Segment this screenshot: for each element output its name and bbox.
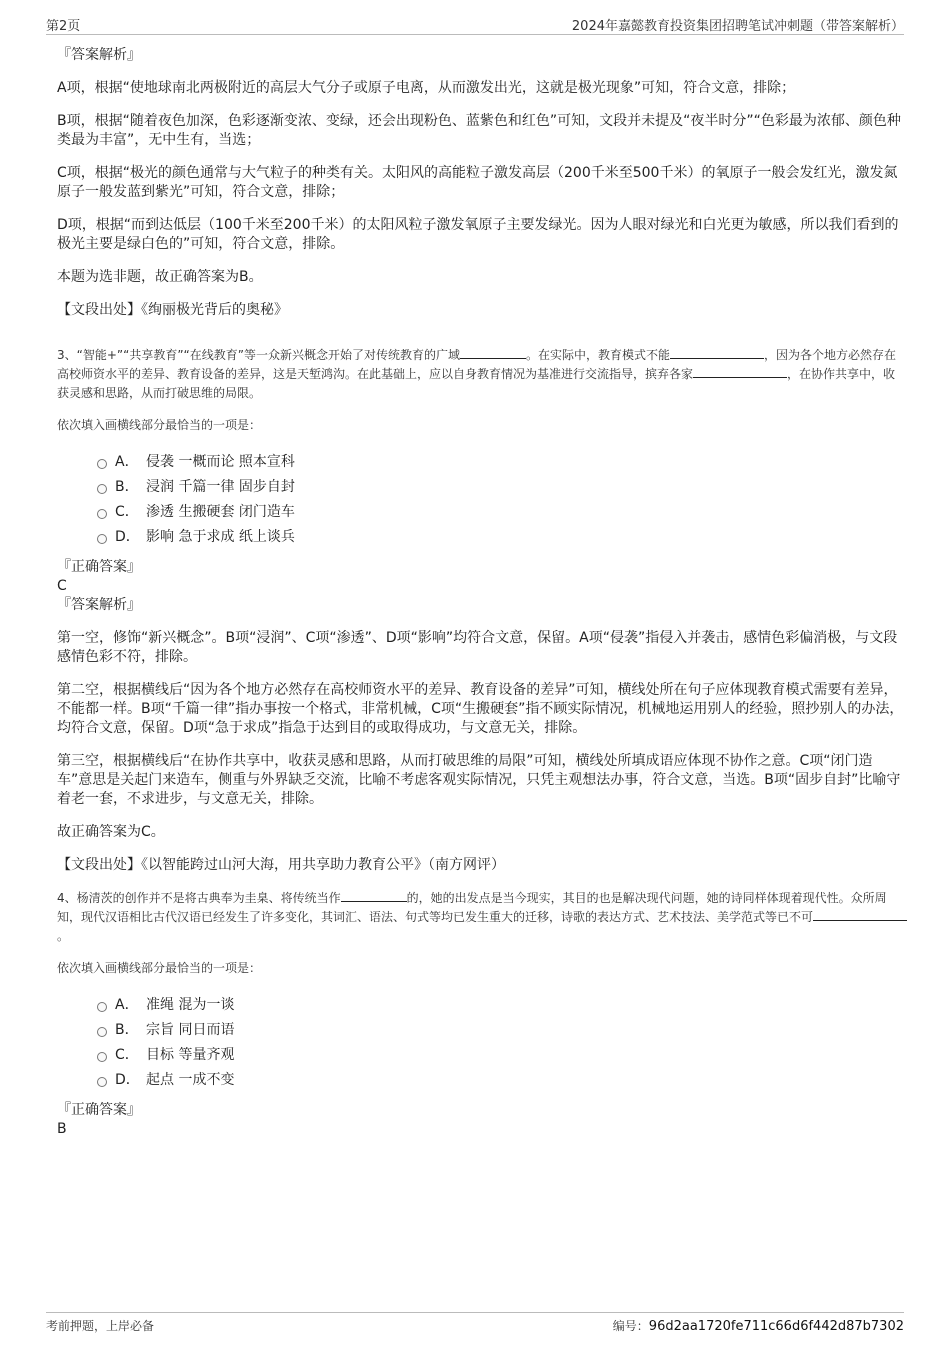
- analysis-conclusion: 本题为选非题，故正确答案为B。: [57, 269, 263, 285]
- option-c[interactable]: C． 渗透 生搬硬套 闭门造车: [57, 500, 907, 525]
- fill-blank: [813, 909, 907, 921]
- radio-button[interactable]: [97, 1027, 107, 1037]
- answer-label: 『正确答案』: [57, 559, 141, 575]
- analysis-conclusion: 故正确答案为C。: [57, 824, 165, 840]
- radio-button[interactable]: [97, 509, 107, 519]
- radio-button[interactable]: [97, 1002, 107, 1012]
- radio-button[interactable]: [97, 1052, 107, 1062]
- analysis-option-d: D项，根据“而到达低层（100千米至200千米）的太阳风粒子激发氧原子主要发绿光。因为人眼对绿光和白光更为敏感，所以我们看到的极光主要是绿白色的”可知，符合文意，排除。: [57, 217, 899, 252]
- radio-button[interactable]: [97, 484, 107, 494]
- analysis-blank-1: 第一空，修饰“新兴概念”。B项“浸润”、C项“渗透”、D项“影响”均符合文意，保留。A项“侵袭”指侵入并袭击，感情色彩偏消极，与文段感情色彩不符，排除。: [57, 630, 898, 665]
- passage-source: 【文段出处】《以智能跨过山河大海，用共享助力教育公平》（南方网评）: [57, 857, 505, 873]
- correct-answer: B: [57, 1121, 67, 1137]
- question-3-instruction: 依次填入画横线部分最恰当的一项是：: [57, 418, 262, 432]
- analysis-option-a: A项，根据“使地球南北两极附近的高层大气分子或原子电离，从而激发出光，这就是极光现象”可知，符合文意，排除；: [57, 80, 796, 96]
- fill-blank: [341, 890, 407, 902]
- fill-blank: [460, 347, 526, 359]
- footer-slogan: 考前押题，上岸必备: [46, 1319, 155, 1333]
- analysis-option-c: C项，根据“极光的颜色通常与大气粒子的种类有关。太阳风的高能粒子激发高层（200千米至500千米）的氧原子一般会发红光，激发氮原子一般发蓝到紫光”可知，符合文意，排除；: [57, 165, 898, 200]
- analysis-label: 『答案解析』: [57, 597, 141, 613]
- option-d[interactable]: D． 影响 急于求成 纸上谈兵: [57, 525, 907, 550]
- option-b[interactable]: B． 宗旨 同日而语: [57, 1018, 907, 1043]
- analysis-blank-3: 第三空，根据横线后“在协作共享中，收获灵感和思路，从而打破思维的局限”可知，横线处所填成语应体现不协作之意。C项“闭门造车”意思是关起门来造车，侧重与外界缺乏交流，比喻不考虑客观实际情况，只凭主观想法办事，符合文意，当选。B项“固步自封”比喻守着老一套，不求进步，与文意无关，排除。: [57, 753, 901, 807]
- question-4-stem: 4、杨清茨的创作并不是将古典奉为圭臬、将传统当作 的，她的出发点是当今现实，其目的也是解决现代问题，她的诗同样体现着现代性。众所周知，现代汉语相比古代汉语已经发生了许多变化，其词汇、语法、句式等均已发生重大的迁移，诗歌的表达方式、艺术技法、美学范式等已不可。: [57, 889, 907, 946]
- option-d[interactable]: D． 起点 一成不变: [57, 1068, 907, 1093]
- question-4-options: [57, 993, 907, 1093]
- passage-source: 【文段出处】《绚丽极光背后的奥秘》: [57, 302, 288, 318]
- answer-label: 『正确答案』: [57, 1102, 141, 1118]
- radio-button[interactable]: [97, 459, 107, 469]
- option-a[interactable]: A． 侵袭 一概而论 照本宣科: [57, 450, 907, 475]
- correct-answer: C: [57, 578, 67, 594]
- analysis-blank-2: 第二空，根据横线后“因为各个地方必然存在高校师资水平的差异、教育设备的差异”可知，横线处所在句子应体现教育模式需要有差异，不能都一样。B项“千篇一律”指办事按一个格式，非常机械，C项“生搬硬套”指不顾实际情况，机械地运用别人的经验，照抄别人的办法，均符合文意，保留。D项“急于求成”指急于达到目的或取得成功，与文意无关，排除。: [57, 682, 904, 736]
- page-footer: [46, 1312, 904, 1337]
- page-header: [46, 12, 904, 35]
- analysis-option-b: B项，根据“随着夜色加深，色彩逐渐变浓、变绿，还会出现粉色、蓝紫色和红色”可知，文段并未提及“夜半时分”“色彩最为浓郁、颜色种类最为丰富”，无中生有，当选；: [57, 113, 901, 148]
- document-code: 编号：96d2aa1720fe711c66d6f442d87b7302: [612, 1319, 904, 1334]
- page-number: 第2页: [46, 19, 81, 34]
- radio-button[interactable]: [97, 1077, 107, 1087]
- option-a[interactable]: A． 准绳 混为一谈: [57, 993, 907, 1018]
- question-3-stem: 3、“智能+”“共享教育”“在线教育”等一众新兴概念开始了对传统教育的广域 。在实际中，教育模式不能 ，因为各个地方必然存在高校师资水平的差异、教育设备的差异，这是天堑鸿沟。在此基础上，应以自身教育情况为基准进行交流指导，摈弃各家 ，在协作共享中，收获灵感和思路，从而打破思维的局限。: [57, 348, 897, 400]
- fill-blank: [670, 347, 764, 359]
- option-c[interactable]: C． 目标 等量齐观: [57, 1043, 907, 1068]
- question-4-instruction: 依次填入画横线部分最恰当的一项是：: [57, 961, 262, 975]
- document-title: 2024年嘉懿教育投资集团招聘笔试冲刺题（带答案解析）: [571, 19, 904, 34]
- analysis-label: 『答案解析』: [57, 47, 141, 63]
- question-3-options: [57, 450, 907, 550]
- fill-blank: [693, 366, 787, 378]
- option-b[interactable]: B． 浸润 千篇一律 固步自封: [57, 475, 907, 500]
- page-content: [57, 46, 907, 1139]
- radio-button[interactable]: [97, 534, 107, 544]
